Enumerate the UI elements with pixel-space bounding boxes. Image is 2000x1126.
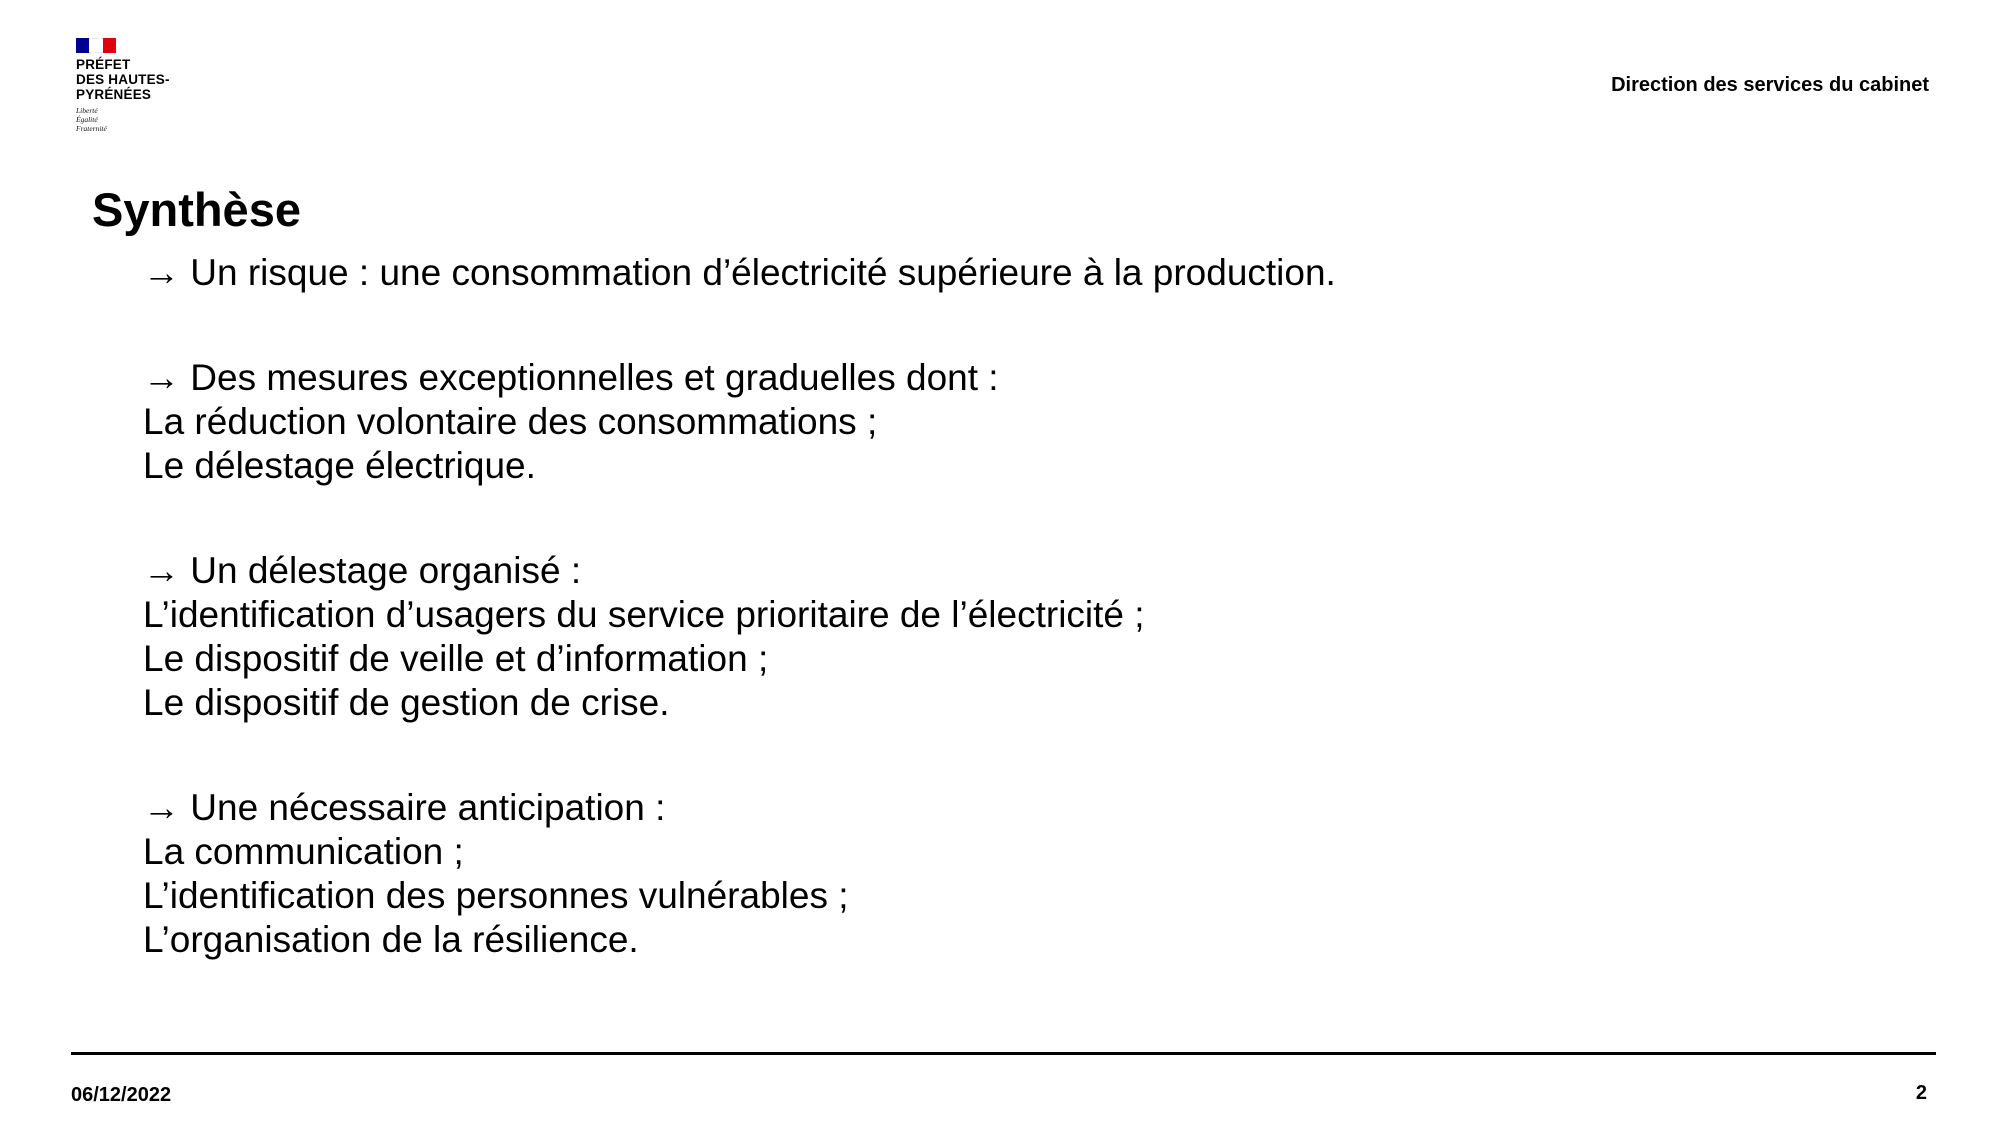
block-item: Le dispositif de veille et d’information ;	[143, 638, 769, 679]
synthesis-block	[143, 549, 1843, 725]
french-flag-icon	[76, 38, 116, 53]
logo-title-line: PYRÉNÉES	[76, 87, 152, 102]
page-number: 2	[1915, 1082, 1927, 1104]
logo-motto	[76, 106, 216, 133]
footer-date: 06/12/2022	[71, 1084, 172, 1106]
logo-title-line: PRÉFET	[76, 57, 131, 72]
motto-egalite: Égalité	[76, 115, 98, 124]
logo-title	[76, 57, 216, 102]
motto-fraternite: Fraternité	[76, 124, 107, 133]
motto-liberte: Liberté	[76, 106, 98, 115]
slide-title: Synthèse	[92, 183, 301, 236]
block-item: L’organisation de la résilience.	[143, 919, 639, 960]
slide-body	[143, 251, 1843, 962]
block-heading: → Une nécessaire anticipation :	[143, 787, 666, 828]
block-heading: → Des mesures exceptionnelles et graduelles dont :	[143, 357, 999, 398]
block-item: Le dispositif de gestion de crise.	[143, 682, 670, 723]
block-item: L’identification des personnes vulnérables ;	[143, 875, 849, 916]
block-heading: → Un risque : une consommation d’électricité supérieure à la production.	[143, 252, 1336, 293]
block-item: L’identification d’usagers du service prioritaire de l’électricité ;	[143, 594, 1145, 635]
footer-divider	[71, 1052, 1936, 1055]
department-name: Direction des services du cabinet	[1611, 74, 1929, 96]
synthesis-block	[143, 356, 1843, 488]
block-item: La réduction volontaire des consommations ;	[143, 401, 878, 442]
block-item: La communication ;	[143, 831, 464, 872]
block-item: Le délestage électrique.	[143, 445, 536, 486]
synthesis-block	[143, 251, 1843, 295]
prefecture-logo	[76, 38, 216, 133]
block-heading: → Un délestage organisé :	[143, 550, 582, 591]
synthesis-block	[143, 786, 1843, 962]
logo-title-line: DES HAUTES-	[76, 72, 170, 87]
